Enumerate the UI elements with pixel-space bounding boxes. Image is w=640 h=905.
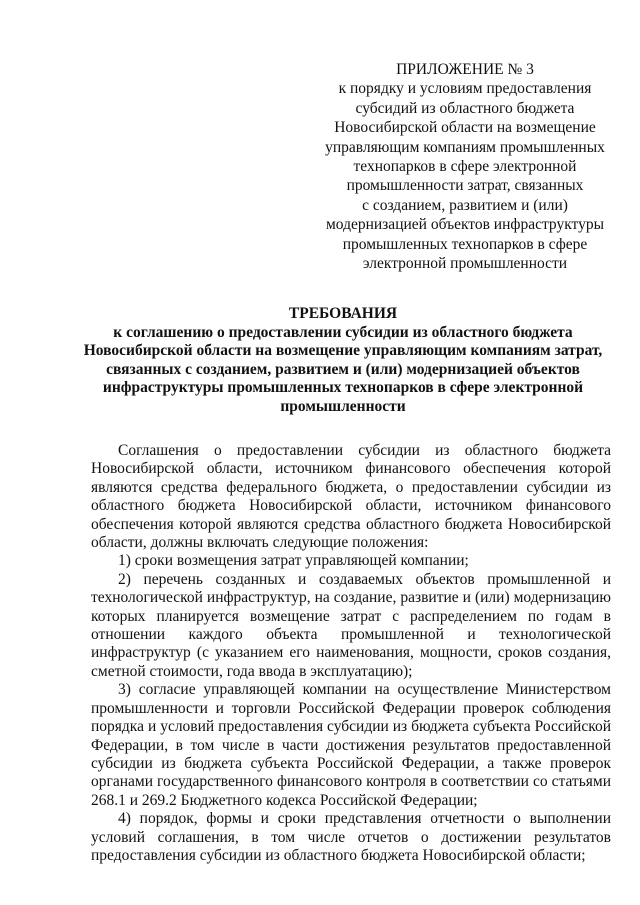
document-title bbox=[60, 305, 626, 417]
list-item-1: 1) сроки возмещения затрат управляющей компании; bbox=[118, 552, 469, 570]
list-item-3: 3) согласие управляющей компании на осуществление Министерством промышленности и торговли Российской Федерации проверок соблюдения порядка и условий предоставления субсидии из бюджета субъекта Российской Федерации, в том числе в части достижения результатов предоставленной субсидии из бюджета субъекта Российской Федерации, а также проверок органами государственного финансового контроля в соответствии со статьями 268.1 и 269.2 Бюджетного кодекса Российской Федерации; bbox=[91, 681, 611, 809]
appendix-line: технопарков в сфере электронной bbox=[353, 158, 577, 176]
appendix-line: промышленности затрат, связанных bbox=[346, 177, 584, 195]
appendix-line: промышленных технопарков в сфере bbox=[342, 235, 588, 253]
title-heading: ТРЕБОВАНИЯ bbox=[288, 305, 398, 322]
appendix-line: управляющим компаниям промышленных bbox=[325, 138, 605, 156]
title-line: Новосибирской области на возмещение управляющим компаниям затрат, bbox=[83, 342, 603, 360]
title-line: связанных с созданием, развитием и (или) модернизацией объектов bbox=[106, 360, 580, 378]
appendix-line: с созданием, развитием и (или) bbox=[362, 196, 568, 214]
appendix-line: к порядку и условиям предоставления bbox=[338, 80, 592, 98]
title-line: к соглашению о предоставлении субсидии из областного бюджета bbox=[113, 323, 573, 341]
document-body bbox=[91, 442, 611, 865]
appendix-line: электронной промышленности bbox=[362, 255, 568, 273]
list-item-2: 2) перечень созданных и создаваемых объектов промышленной и технологической инфраструктур, на создание, развитие и (или) модернизацию которых планируется возмещение затрат с распределением по годам в отношении каждого объекта промышленной и технологической инфраструктур (с указанием его наименования, мощности, сроков создания, сметной стоимости, года ввода в эксплуатацию); bbox=[91, 570, 611, 680]
intro-paragraph: Соглашения о предоставлении субсидии из областного бюджета Новосибирской области, источником финансового обеспечения которой являются средства федерального бюджета, о предоставлении субсидии из областного бюджета Новосибирской области, источником финансового обеспечения которой являются средства областного бюджета Новосибирской области, должны включать следующие положения: bbox=[91, 442, 611, 552]
appendix-line: субсидий из областного бюджета bbox=[355, 99, 575, 117]
title-line: промышленности bbox=[280, 397, 406, 415]
appendix-line: модернизацией объектов инфраструктуры bbox=[325, 216, 605, 234]
appendix-line: Новосибирской области на возмещение bbox=[334, 119, 596, 137]
title-line: инфраструктуры промышленных технопарков в сфере электронной bbox=[102, 379, 584, 397]
appendix-header bbox=[300, 60, 630, 273]
list-item-4: 4) порядок, формы и сроки представления отчетности о выполнении условий соглашения, в том числе отчетов о достижении результатов предоставления субсидии из областного бюджета Новосибирской области; bbox=[91, 810, 611, 864]
appendix-number: ПРИЛОЖЕНИЕ № 3 bbox=[396, 61, 534, 78]
